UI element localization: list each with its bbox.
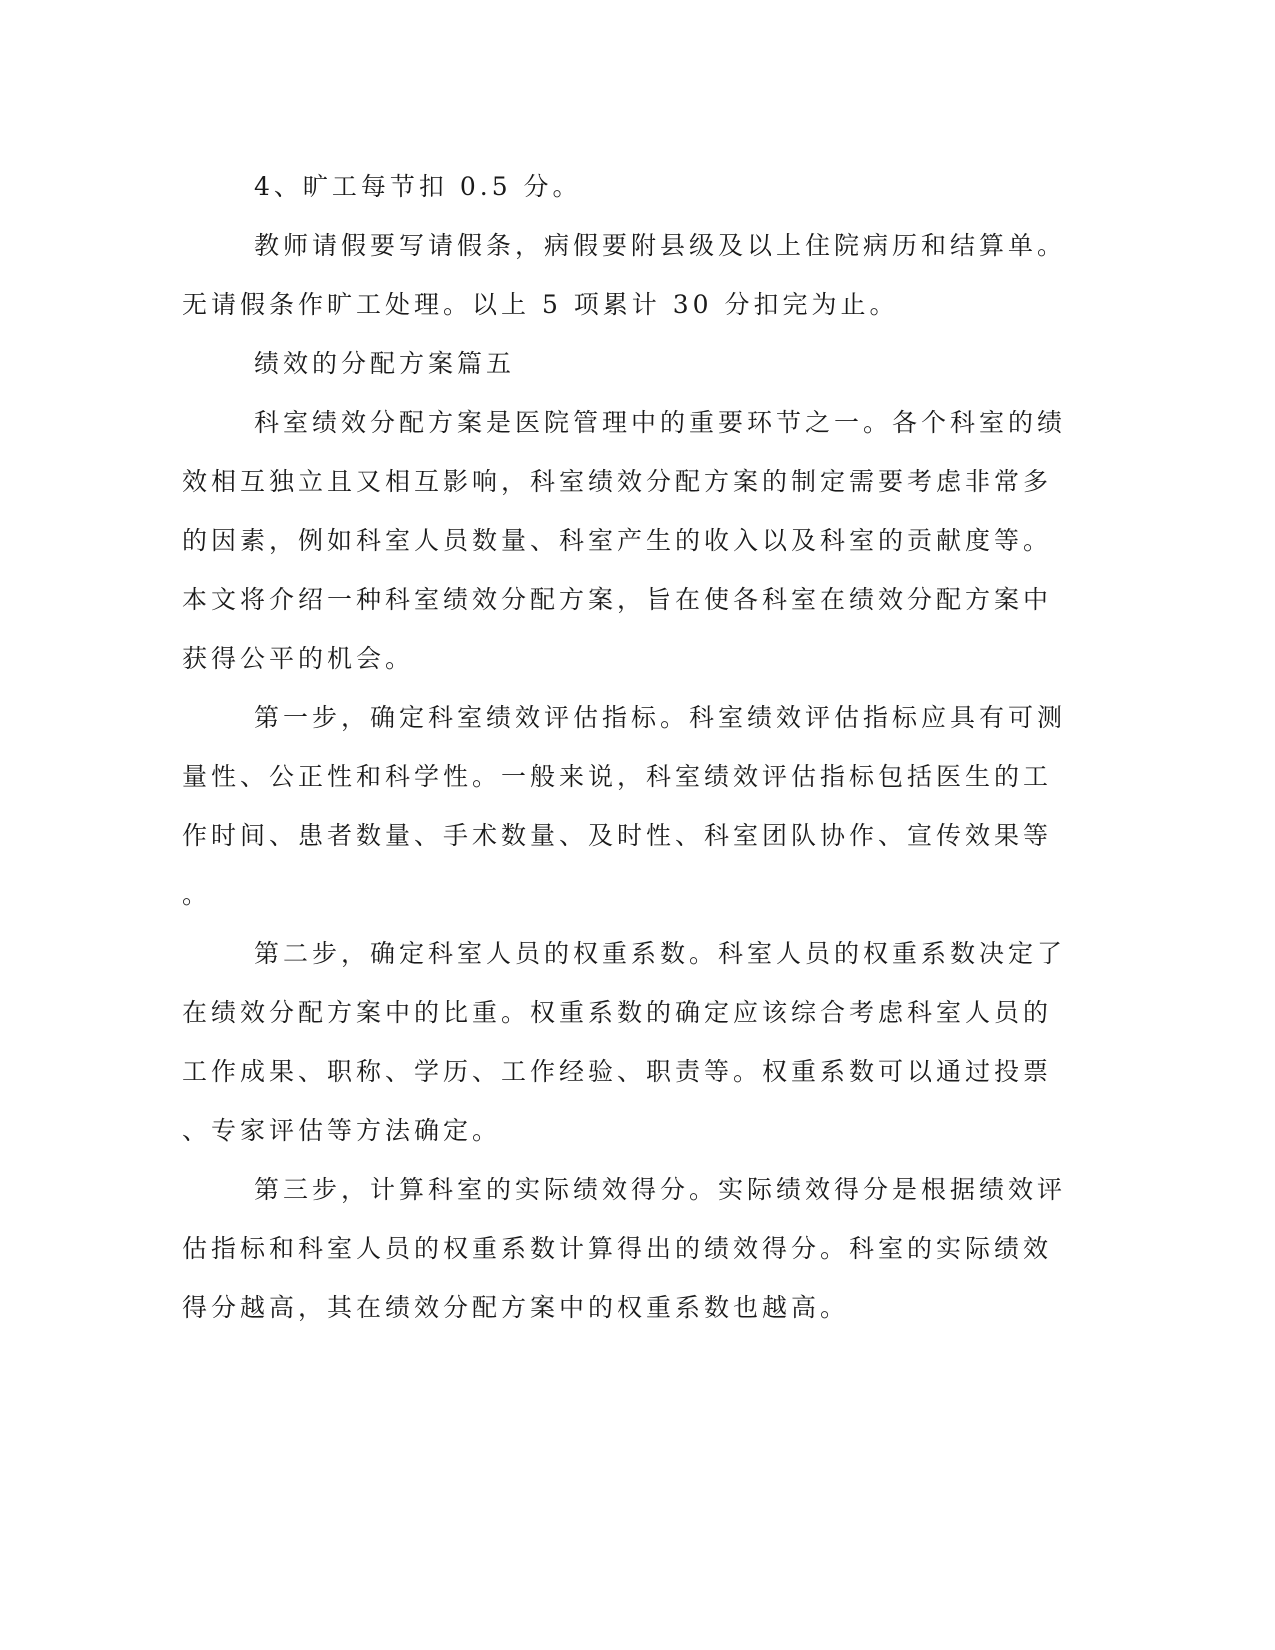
text-line: 、专家评估等方法确定。 xyxy=(182,1116,502,1145)
section-heading: 绩效的分配方案篇五 xyxy=(254,349,516,378)
text-line: 的因素，例如科室人员数量、科室产生的收入以及科室的贡献度等。 xyxy=(182,526,1053,555)
text-line: 教师请假要写请假条，病假要附县级及以上住院病历和结算单。 xyxy=(254,231,1067,260)
text-line: 得分越高，其在绩效分配方案中的权重系数也越高。 xyxy=(182,1293,850,1322)
text-line: 。 xyxy=(182,880,212,909)
text-line: 科室绩效分配方案是医院管理中的重要环节之一。各个科室的绩 xyxy=(254,408,1067,437)
document-body xyxy=(182,157,1067,1337)
text-line: 获得公平的机会。 xyxy=(182,644,415,673)
text-line: 在绩效分配方案中的比重。权重系数的确定应该综合考虑科室人员的 xyxy=(182,998,1053,1027)
text-line: 量性、公正性和科学性。一般来说，科室绩效评估指标包括医生的工 xyxy=(182,762,1053,791)
text-line: 工作成果、职称、学历、工作经验、职责等。权重系数可以通过投票 xyxy=(182,1057,1053,1086)
text-line: 估指标和科室人员的权重系数计算得出的绩效得分。科室的实际绩效 xyxy=(182,1234,1053,1263)
text-line: 无请假条作旷工处理。以上 5 项累计 30 分扣完为止。 xyxy=(182,290,899,319)
text-line: 作时间、患者数量、手术数量、及时性、科室团队协作、宣传效果等 xyxy=(182,821,1053,850)
text-line: 第二步，确定科室人员的权重系数。科室人员的权重系数决定了 xyxy=(254,939,1067,968)
text-line: 本文将介绍一种科室绩效分配方案，旨在使各科室在绩效分配方案中 xyxy=(182,585,1053,614)
text-line: 效相互独立且又相互影响，科室绩效分配方案的制定需要考虑非常多 xyxy=(182,467,1053,496)
text-line: 4、旷工每节扣 0.5 分。 xyxy=(254,172,582,201)
text-line: 第一步，确定科室绩效评估指标。科室绩效评估指标应具有可测 xyxy=(254,703,1067,732)
text-line: 第三步，计算科室的实际绩效得分。实际绩效得分是根据绩效评 xyxy=(254,1175,1067,1204)
